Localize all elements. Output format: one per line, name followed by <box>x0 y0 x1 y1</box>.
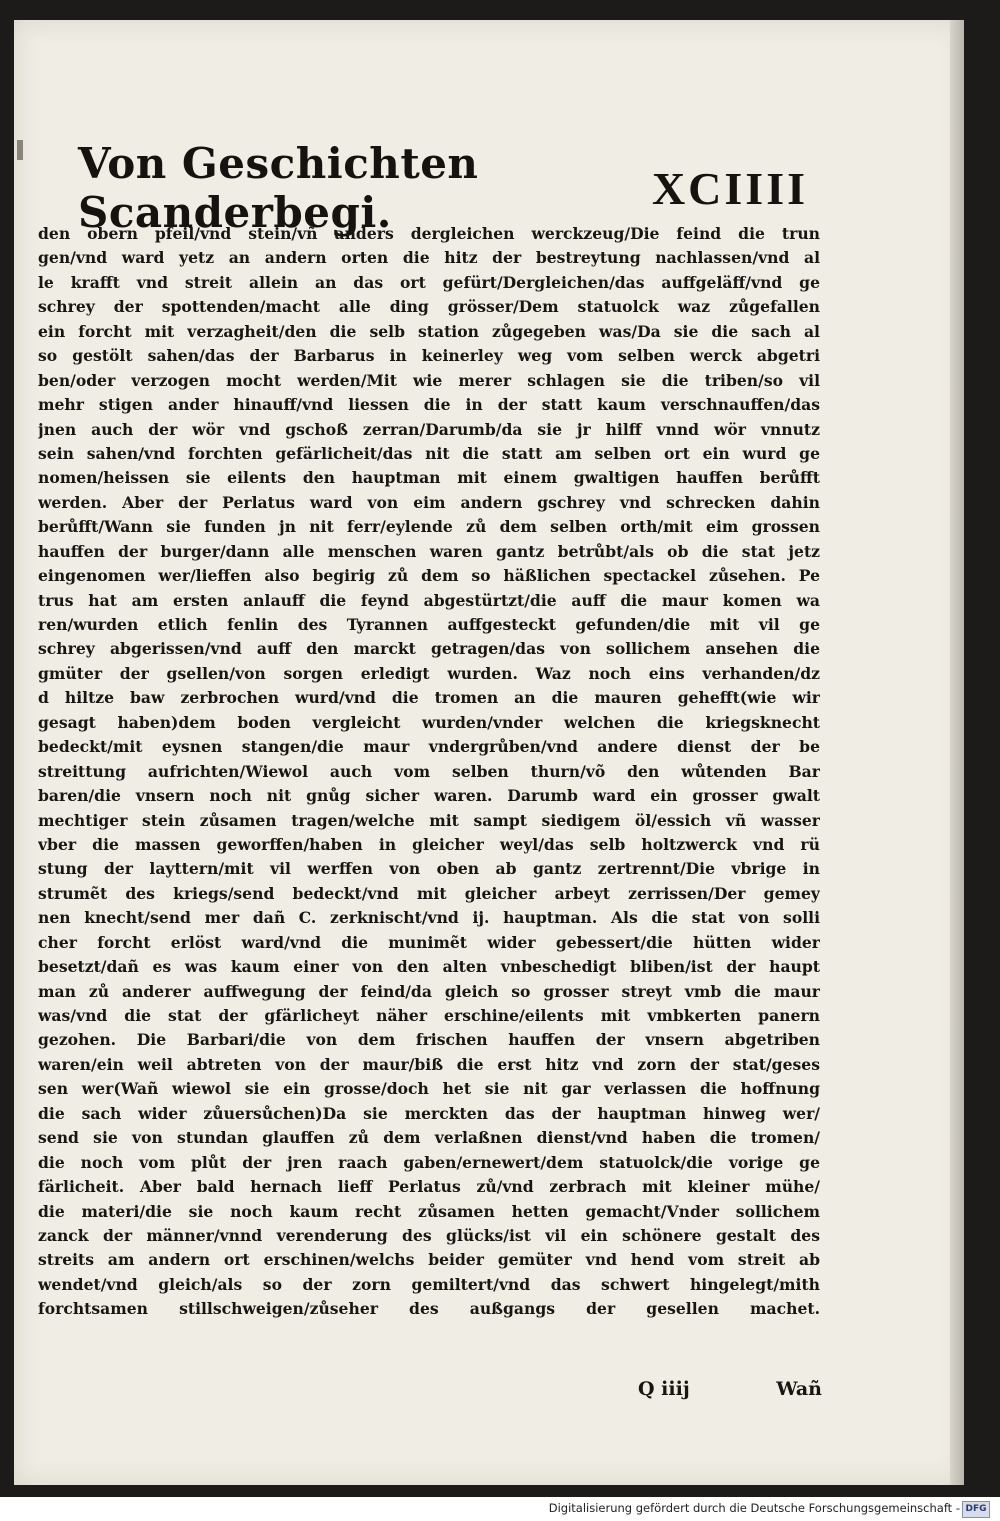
text-line: die materi/die sie noch kaum recht zůsamen hetten gemacht/Vnder sollichem <box>38 1201 820 1221</box>
text-line: strumẽt des kriegs/send bedeckt/vnd mit gleicher arbeyt zerrissen/Der gemey <box>38 883 820 903</box>
text-line: stung der layttern/mit vil werffen von oben ab gantz zertrennt/Die vbrige in <box>38 859 820 879</box>
text-line: waren/ein weil abtreten von der maur/biß die erst hitz vnd zorn der stat/geses <box>38 1054 820 1074</box>
text-line: hauffen der burger/dann alle menschen waren gantz betrůbt/als ob die stat jetz <box>38 541 820 561</box>
text-line: jnen auch der wör vnd gschoß zerran/Darumb/da sie jr hilff vnnd wör vnnutz <box>38 419 820 439</box>
binding-mark <box>17 140 23 160</box>
text-line: gmüter der gsellen/von sorgen erledigt wurden. Waz noch eins verhanden/dz <box>38 663 820 683</box>
text-line: streittung aufrichten/Wiewol auch vom selben thurn/võ den wůtenden Bar <box>38 761 820 781</box>
funding-notice: Digitalisierung gefördert durch die Deutsche Forschungsgemeinschaft - <box>548 1501 960 1515</box>
text-line: gesagt haben)dem boden vergleicht wurden/vnder welchen die kriegsknecht <box>38 712 820 732</box>
text-line: mechtiger stein zůsamen tragen/welche mit sampt siedigem öl/essich vñ wasser <box>38 810 820 830</box>
text-line: besetzt/dañ es was kaum einer von den alten vnbeschedigt bliben/ist der haupt <box>38 957 820 977</box>
body-text <box>38 222 820 1322</box>
text-line: mehr stigen ander hinauff/vnd liessen die in der statt kaum verschnauffen/das <box>38 395 820 415</box>
text-line: schrey abgerissen/vnd auff den marckt getragen/das von sollichem ansehen die <box>38 639 820 659</box>
text-line: sen wer(Wañ wiewol sie ein grosse/doch het sie nit gar verlassen die hoffnung <box>38 1079 820 1099</box>
text-line: die sach wider zůuersůchen)Da sie merckten das der hauptman hinweg wer/ <box>38 1103 820 1123</box>
catchword: Wañ <box>776 1378 822 1400</box>
text-line: was/vnd die stat der gfärlicheyt näher erschine/eilents mit vmbkerten panern <box>38 1006 820 1025</box>
text-line: streits am andern ort erschinen/welchs beider gemüter vnd hend vom streit ab <box>38 1250 820 1270</box>
folio-number: XCIIII <box>651 162 808 214</box>
text-line: gezohen. Die Barbari/die von dem frischen hauffen der vnsern abgetriben <box>38 1030 820 1050</box>
text-line: werden. Aber der Perlatus ward von eim andern gschrey vnd schrecken dahin <box>38 492 820 512</box>
text-line: sein sahen/vnd forchten gefärlicheit/das nit die statt am selben ort ein wurd ge <box>38 443 820 463</box>
text-line: färlicheit. Aber bald hernach lieff Perlatus zů/vnd zerbrach mit kleiner mühe/ <box>38 1177 820 1197</box>
text-line: baren/die vnsern noch nit gnůg sicher waren. Darumb ward ein grosser gwalt <box>38 786 820 806</box>
text-line: gen/vnd ward yetz an andern orten die hitz der bestreytung nachlassen/vnd al <box>38 248 820 268</box>
text-line: vber die massen geworffen/haben in gleicher weyl/das selb holtzwerck vnd rü <box>38 834 820 854</box>
text-line: berůfft/Wann sie funden jn nit ferr/eylende zů dem selben orth/mit eim grossen <box>38 517 820 537</box>
text-line: nen knecht/send mer dañ C. zerknischt/vnd ij. hauptman. Als die stat von solli <box>38 908 820 928</box>
running-head-title: Von Geschichten Scanderbegi. <box>78 139 479 237</box>
text-line: ein forcht mit verzagheit/den die selb station zůgegeben was/Da sie die sach al <box>38 321 820 341</box>
text-line: cher forcht erlöst ward/vnd die munimẽt wider gebessert/die hütten wider <box>38 932 820 952</box>
page-edge-shadow <box>950 20 964 1485</box>
text-line: bedeckt/mit eysnen stangen/die maur vndergrůben/vnd andere dienst der be <box>38 737 820 757</box>
text-line: forchtsamen stillschweigen/zůseher des außgangs der gesellen machet. <box>38 1299 820 1319</box>
text-line: die noch vom plůt der jren raach gaben/ernewert/dem statuolck/die vorige ge <box>38 1152 820 1172</box>
signature-mark: Q iiij <box>638 1378 690 1400</box>
dfg-logo: DFG <box>962 1501 990 1518</box>
text-line: trus hat am ersten anlauff die feynd abgestürtzt/die auff die maur komen wa <box>38 590 820 610</box>
text-line: schrey der spottenden/macht alle ding grösser/Dem statuolck waz zůgefallen <box>38 297 820 317</box>
text-line: ren/wurden etlich fenlin des Tyrannen auffgesteckt gefunden/die mit vil ge <box>38 615 820 634</box>
text-line: man zů anderer auffwegung der feind/da gleich so grosser streyt vmb die maur <box>38 981 820 1001</box>
text-line: wendet/vnd gleich/als so der zorn gemiltert/vnd das schwert hingelegt/mith <box>38 1274 820 1294</box>
text-line: zanck der männer/vnnd verenderung des glücks/ist vil ein schönere gestalt des <box>38 1225 820 1245</box>
text-line: den obern pfeil/vnd stein/vñ anders dergleichen werckzeug/Die feind die trun <box>38 224 820 243</box>
text-line: eingenomen wer/lieffen also begirig zů dem so häßlichen spectackel zůsehen. Pe <box>38 566 820 586</box>
text-line: le krafft vnd streit allein an das ort gefürt/Dergleichen/das auffgeläff/vnd ge <box>38 272 820 292</box>
catchline <box>638 1374 822 1404</box>
text-line: ben/oder verzogen mocht werden/Mit wie merer schlagen sie die triben/so vil <box>38 370 820 390</box>
text-line: send sie von stundan glauffen zů dem verlaßnen dienst/vnd haben die tromen/ <box>38 1128 820 1148</box>
text-line: nomen/heissen sie eilents den hauptman mit einem gwaltigen hauffen berůfft <box>38 468 820 488</box>
footer-bar <box>0 1497 1000 1521</box>
text-line: d hiltze baw zerbrochen wurd/vnd die tromen an die mauren gehefft(wie wir <box>38 688 820 708</box>
text-line: so gestölt sahen/das der Barbarus in keinerley weg vom selben werck abgetri <box>38 346 820 366</box>
